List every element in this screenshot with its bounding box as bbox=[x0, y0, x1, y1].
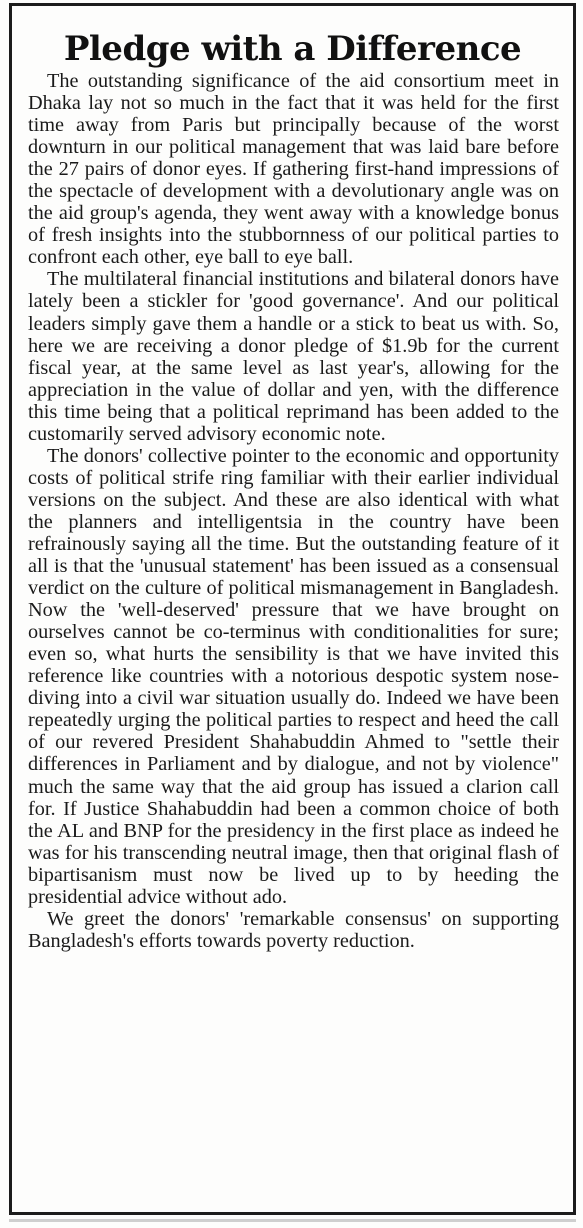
article-headline: Pledge with a Difference bbox=[63, 29, 522, 69]
article-paragraph-4: We greet the donors' 'remarkable consensus' on supporting Bangladesh's efforts towards poverty reduction. bbox=[28, 907, 559, 952]
bottom-edge-shadow bbox=[9, 1219, 576, 1222]
article-paragraph-1: The outstanding significance of the aid consortium meet in Dhaka lay not so much in the fact that it was held for the first time away from Paris but principally because of the worst downturn in our political management that was laid bare before the 27 pairs of donor eyes. If gathering first-hand impressions of the spectacle of development with a devolutionary angle was on the aid group's agenda, they went away with a knowledge bonus of fresh insights into the stubbornness of our political parties to confront each other, eye ball to eye ball. bbox=[28, 70, 559, 269]
article-paragraph-3: The donors' collective pointer to the economic and opportunity costs of political strife ring familiar with their earlier individual versions on the subject. And these are also identical with what the planners and intelligentsia in the country have been refrainously saying all the time. But the outstanding feature of it all is that the 'unusual statement' has been issued as a consensual verdict on the culture of political mismanagement in Bangladesh. Now the 'well-deserved' pressure that we have brought on ourselves cannot be co-terminus with conditionalities for sure; even so, what hurts the sensibility is that we have invited this reference like countries with a notorious despotic system nose-diving into a civil war situation usually do. Indeed we have been repeatedly urging the political parties to respect and heed the call of our revered President Shahabuddin Ahmed to "settle their differences in Parliament and by dialogue, and not by violence" much the same way that the aid group has issued a clarion call for. If Justice Shahabuddin had been a common choice of both the AL and BNP for the presidency in the first place as indeed he was for his transcending neutral image, then that original flash of bipartisanism must now be lived up to by heeding the presidential advice without ado. bbox=[28, 444, 559, 908]
article-box bbox=[9, 3, 576, 1215]
article-paragraph-2: The multilateral financial institutions and bilateral donors have lately been a stickler for 'good governance'. And our political leaders simply gave them a handle or a stick to beat us with. So, here we are receiving a donor pledge of $1.9b for the current fiscal year, at the same level as last year's, allowing for the appreciation in the value of dollar and yen, with the difference this time being that a political reprimand has been added to the customarily served advisory economic note. bbox=[28, 268, 559, 445]
article-body bbox=[28, 70, 559, 952]
